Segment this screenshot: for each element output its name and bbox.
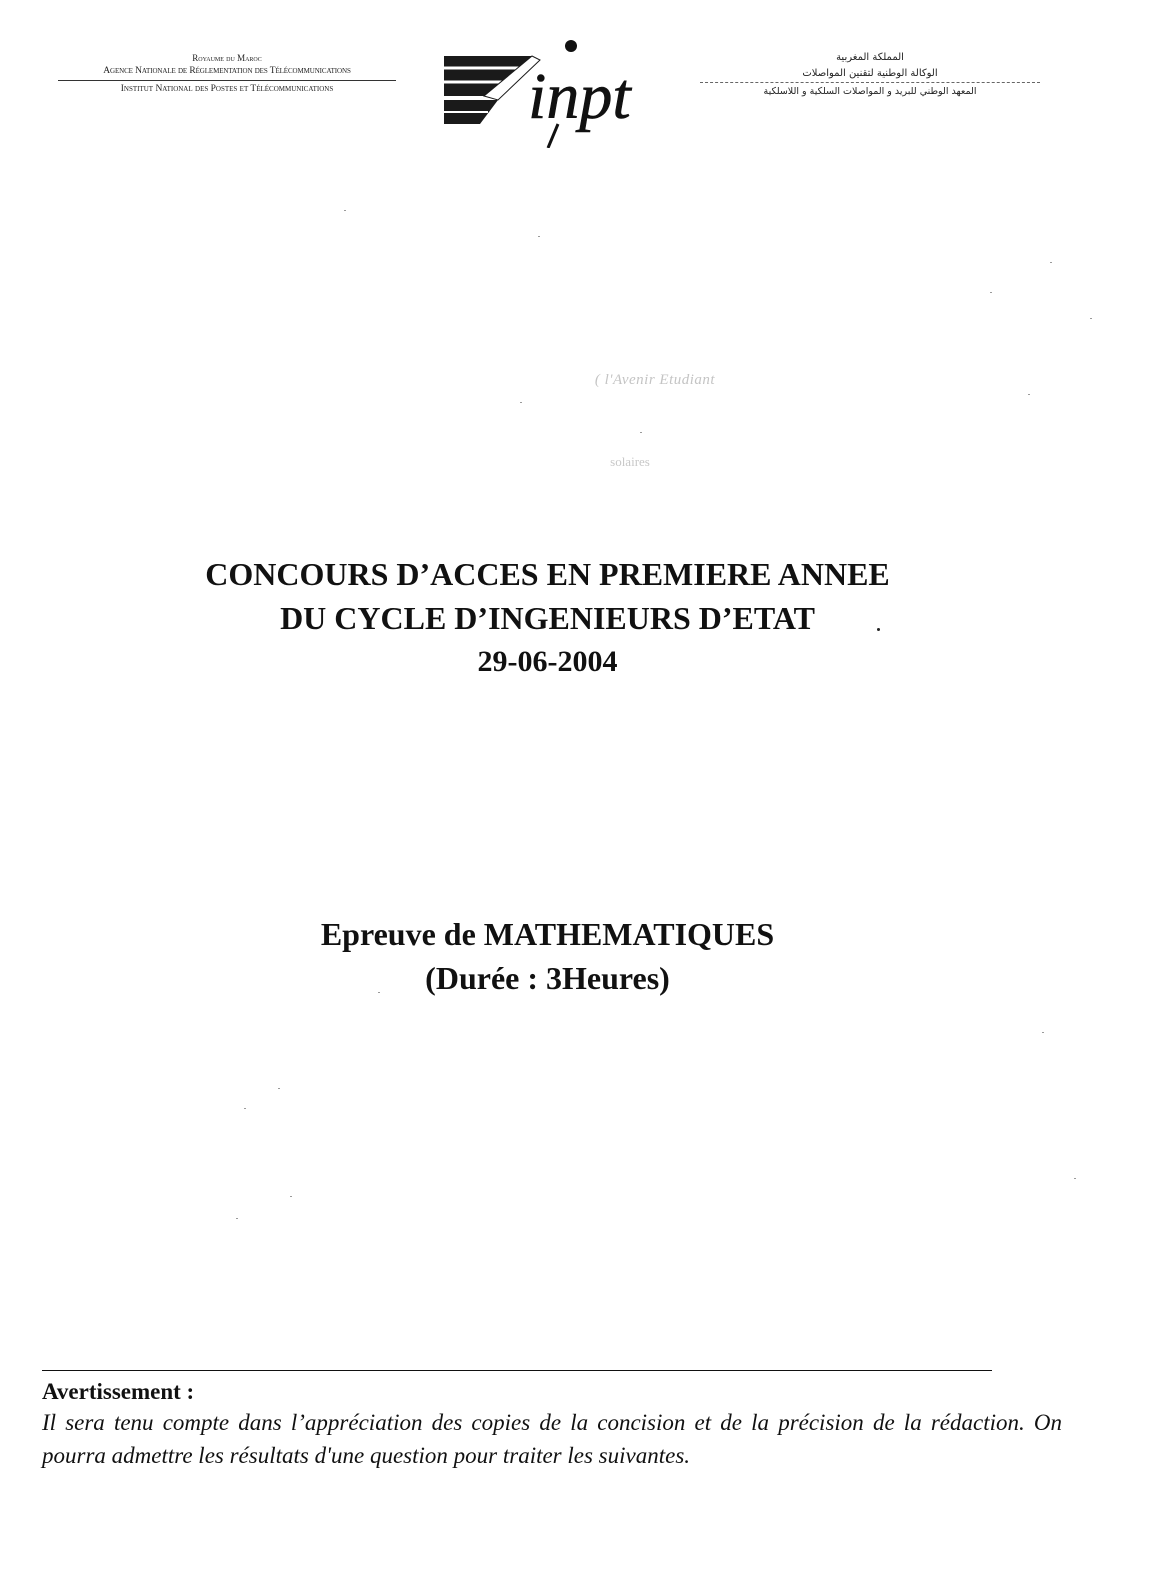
scan-speck bbox=[1090, 318, 1092, 319]
agency-label-arabic: الوكالة الوطنية لتقنين المواصلات bbox=[802, 68, 938, 79]
scan-speck bbox=[538, 236, 540, 237]
exam-subject: Epreuve de MATHEMATIQUES bbox=[320, 916, 775, 952]
institute-label: Institut National des Postes et Télécommunications bbox=[120, 84, 334, 94]
scan-speck bbox=[520, 402, 522, 403]
kingdom-label: Royaume du Maroc bbox=[192, 53, 262, 63]
scan-speck bbox=[290, 1196, 292, 1197]
scan-speck bbox=[344, 210, 346, 211]
institute-label-arabic: المعهد الوطني للبريد و المواصلات السلكية و اللاسلكية bbox=[700, 82, 1040, 100]
contest-date: 29-06-2004 bbox=[477, 645, 618, 678]
header-left-institution bbox=[58, 52, 396, 96]
scan-speck bbox=[1028, 394, 1030, 395]
scan-speck bbox=[990, 292, 992, 293]
scan-speck bbox=[244, 1108, 246, 1109]
scan-speck bbox=[1074, 1178, 1076, 1179]
contest-title bbox=[0, 552, 1095, 684]
exam-duration: (Durée : 3Heures) bbox=[425, 960, 670, 996]
footer-divider bbox=[42, 1370, 992, 1371]
faint-stamp-sub: solaires bbox=[610, 454, 650, 469]
logo-wordmark: inpt bbox=[528, 60, 631, 133]
contest-title-line2: DU CYCLE D’INGENIEURS D’ETAT bbox=[280, 600, 815, 636]
stray-dot bbox=[877, 628, 880, 631]
scan-speck bbox=[640, 432, 642, 433]
contest-title-line1: CONCOURS D’ACCES EN PREMIERE ANNEE bbox=[205, 556, 890, 592]
inpt-logo bbox=[440, 38, 660, 148]
scan-speck bbox=[236, 1218, 238, 1219]
scan-speck bbox=[278, 1088, 280, 1089]
header-right-institution bbox=[700, 50, 1040, 100]
agency-label: Agence Nationale de Réglementation des Télécommunications bbox=[103, 66, 351, 76]
exam-heading bbox=[0, 912, 1095, 1000]
faint-stamp: ( l'Avenir Etudiant bbox=[594, 372, 716, 388]
warning-text: Il sera tenu compte dans l’appréciation des copies de la concision et de la précision de la rédaction. On pourra admettre les résultats d'une question pour traiter les suivantes. bbox=[42, 1410, 1062, 1468]
scan-speck bbox=[1050, 262, 1052, 263]
header-left-divider bbox=[58, 80, 396, 81]
warning-title: Avertissement : bbox=[42, 1379, 195, 1404]
kingdom-label-arabic: المملكة المغربية bbox=[836, 52, 904, 63]
scan-speck bbox=[1042, 1032, 1044, 1033]
